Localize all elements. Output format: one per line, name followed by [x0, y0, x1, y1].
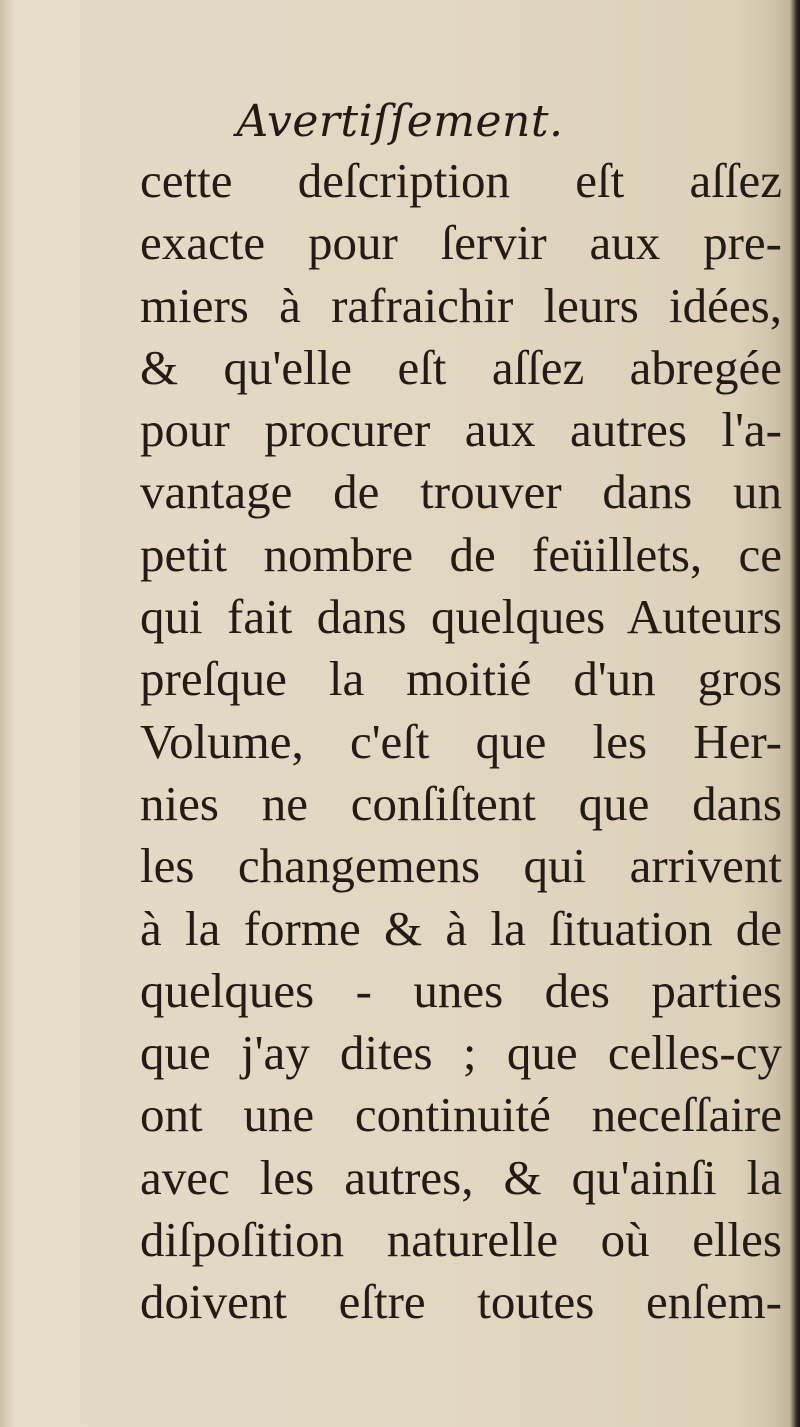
text-line: diſpoſition naturelle où elles: [140, 1212, 782, 1268]
text-line: ont une continuité neceſſaire: [140, 1087, 782, 1143]
text-line: doivent eſtre toutes enſem-: [140, 1274, 782, 1330]
text-line: exacte pour ſervir aux pre-: [140, 215, 782, 271]
text-line: Volume, c'eſt que les Her-: [140, 713, 782, 769]
text-line: que j'ay dites ; que celles-cy: [140, 1025, 782, 1081]
text-line: les changemens qui arrivent: [140, 838, 782, 894]
text-line: petit nombre de feüillets, ce: [140, 526, 782, 582]
text-line: avec les autres, & qu'ainſi la: [140, 1149, 782, 1205]
text-line: & qu'elle eſt aſſez abregée: [140, 339, 782, 395]
text-line: preſque la moitié d'un gros: [140, 651, 782, 707]
text-line: nies ne conſiſtent que dans: [140, 775, 782, 831]
text-line: à la forme & à la ſituation de: [140, 900, 782, 956]
text-line: pour procurer aux autres l'a-: [140, 402, 782, 458]
text-line: qui fait dans quelques Auteurs: [140, 589, 782, 645]
text-line: vantage de trouver dans un: [140, 464, 782, 520]
text-line: miers à rafraichir leurs idées,: [140, 277, 782, 333]
running-header: Avertiſſement.: [236, 96, 564, 147]
text-line: quelques - unes des parties: [140, 962, 782, 1018]
body-text: [140, 150, 782, 1334]
text-line: cette deſcription eſt aſſez: [140, 153, 782, 208]
